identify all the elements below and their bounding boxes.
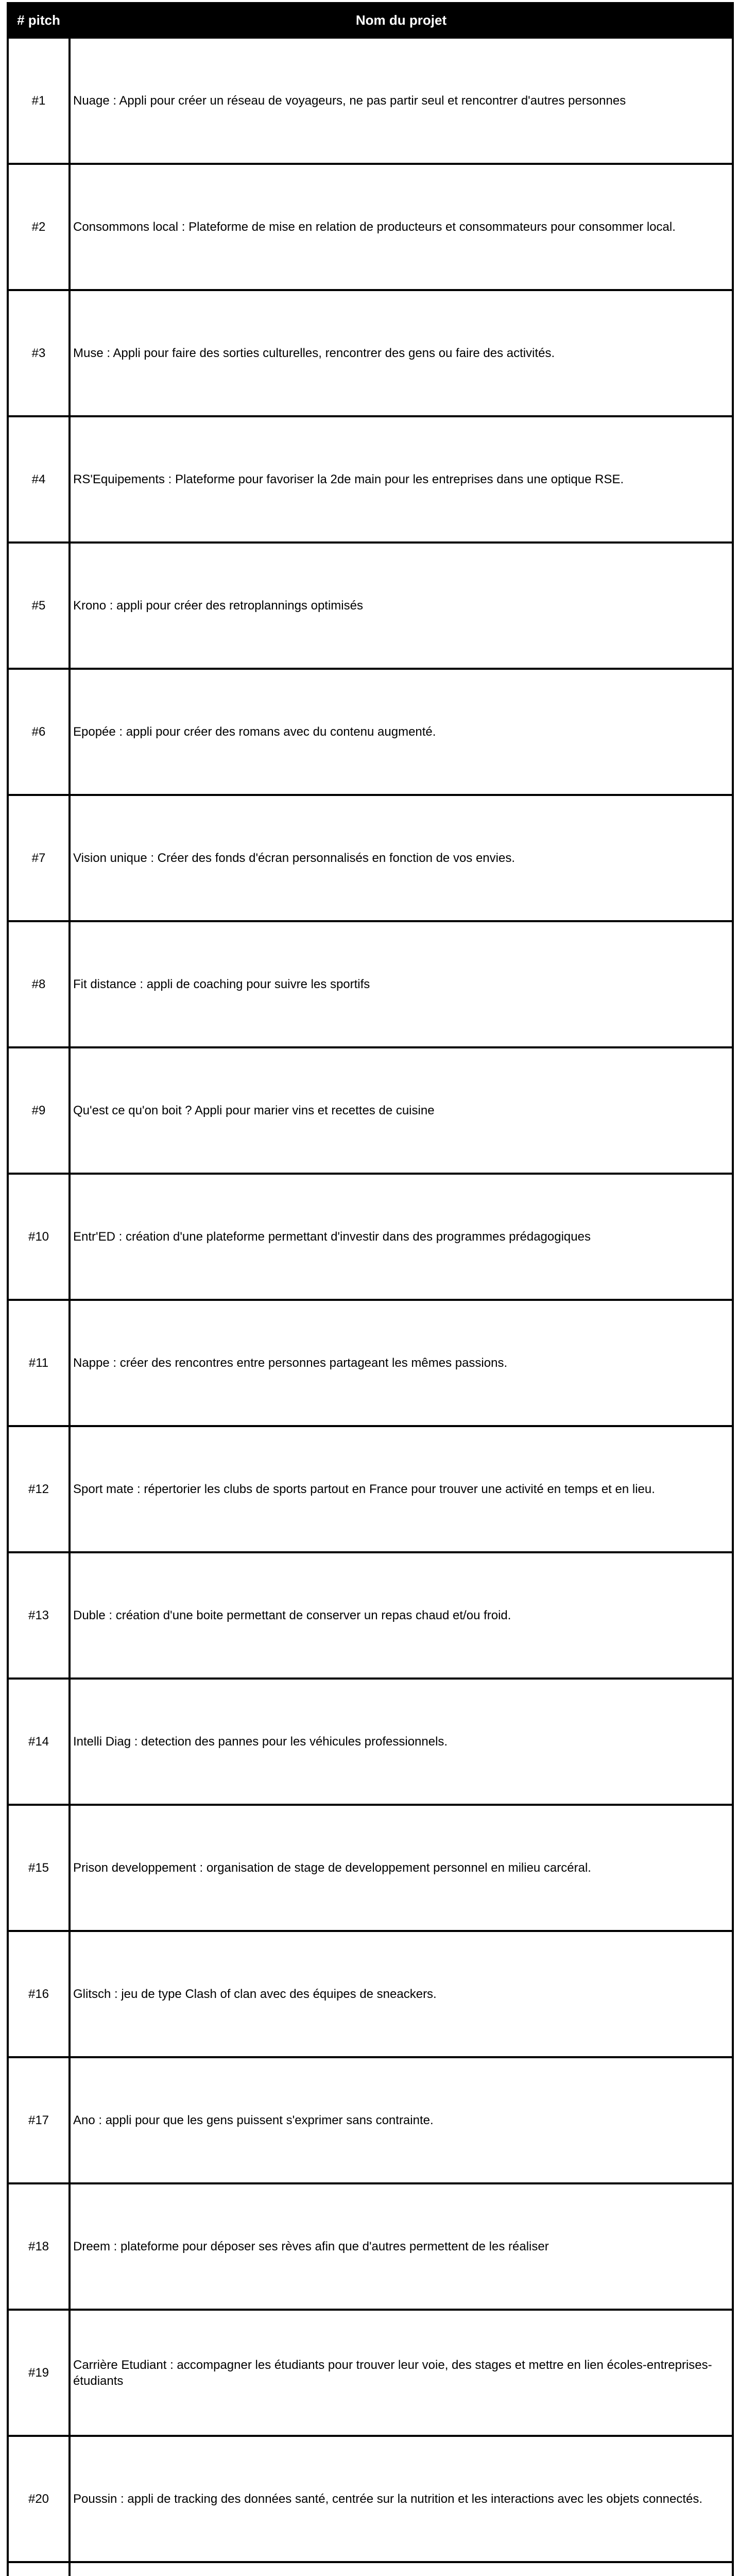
- table-row: [8, 38, 733, 164]
- pitch-number: #12: [8, 1426, 70, 1552]
- table-row: [8, 2057, 733, 2183]
- project-name: Entr'ED : création d'une plateforme permettant d'investir dans des programmes prédagogiques: [70, 1174, 733, 1300]
- project-name: Consommons local : Plateforme de mise en relation de producteurs et consommateurs pour consommer local.: [70, 164, 733, 290]
- project-name: Glitsch : jeu de type Clash of clan avec des équipes de sneackers.: [70, 1931, 733, 2057]
- pitch-number: #7: [8, 795, 70, 921]
- pitch-number: #5: [8, 543, 70, 669]
- project-name: Nappe : créer des rencontres entre personnes partageant les mêmes passions.: [70, 1300, 733, 1426]
- project-name: Intelli Diag : detection des pannes pour les véhicules professionnels.: [70, 1679, 733, 1805]
- table-body: [8, 38, 733, 2576]
- table-row: [8, 416, 733, 543]
- pitch-number: [8, 2562, 70, 2576]
- project-name: Muse : Appli pour faire des sorties culturelles, rencontrer des gens ou faire des activités.: [70, 290, 733, 416]
- pitch-table: [7, 2, 734, 2576]
- header-project-name: Nom du projet: [70, 3, 733, 38]
- table-row: [8, 921, 733, 1047]
- project-name: Prison developpement : organisation de stage de developpement personnel en milieu carcéral.: [70, 1805, 733, 1931]
- table-row: [8, 543, 733, 669]
- pitch-number: #13: [8, 1552, 70, 1679]
- table-row: [8, 1300, 733, 1426]
- project-name: [70, 2562, 733, 2576]
- project-name: Carrière Etudiant : accompagner les étudiants pour trouver leur voie, des stages et mettre en lien écoles-entreprises-étudiants: [70, 2310, 733, 2436]
- project-name: RS'Equipements : Plateforme pour favoriser la 2de main pour les entreprises dans une optique RSE.: [70, 416, 733, 543]
- table-row: [8, 1552, 733, 1679]
- table-row: [8, 2310, 733, 2436]
- pitch-number: #14: [8, 1679, 70, 1805]
- pitch-number: #19: [8, 2310, 70, 2436]
- pitch-number: #1: [8, 38, 70, 164]
- pitch-number: #4: [8, 416, 70, 543]
- pitch-number: #8: [8, 921, 70, 1047]
- project-name: Vision unique : Créer des fonds d'écran personnalisés en fonction de vos envies.: [70, 795, 733, 921]
- project-name: Duble : création d'une boite permettant de conserver un repas chaud et/ou froid.: [70, 1552, 733, 1679]
- pitch-number: #18: [8, 2183, 70, 2310]
- project-name: Poussin : appli de tracking des données santé, centrée sur la nutrition et les interactions avec les objets connectés.: [70, 2436, 733, 2562]
- project-name: Nuage : Appli pour créer un réseau de voyageurs, ne pas partir seul et rencontrer d'autres personnes: [70, 38, 733, 164]
- pitch-number: #16: [8, 1931, 70, 2057]
- header-row: [8, 3, 733, 38]
- table-row: [8, 1679, 733, 1805]
- project-name: Qu'est ce qu'on boit ? Appli pour marier vins et recettes de cuisine: [70, 1047, 733, 1174]
- table-row: [8, 1931, 733, 2057]
- project-name: Sport mate : répertorier les clubs de sports partout en France pour trouver une activité en temps et en lieu.: [70, 1426, 733, 1552]
- pitch-number: #15: [8, 1805, 70, 1931]
- pitch-number: #9: [8, 1047, 70, 1174]
- project-name: Epopée : appli pour créer des romans avec du contenu augmenté.: [70, 669, 733, 795]
- pitch-number: #10: [8, 1174, 70, 1300]
- table-row: [8, 2562, 733, 2576]
- pitch-number: #2: [8, 164, 70, 290]
- project-name: Fit distance : appli de coaching pour suivre les sportifs: [70, 921, 733, 1047]
- table-row: [8, 1426, 733, 1552]
- table-row: [8, 1174, 733, 1300]
- project-name: Ano : appli pour que les gens puissent s'exprimer sans contrainte.: [70, 2057, 733, 2183]
- table-row: [8, 2183, 733, 2310]
- table-row: [8, 290, 733, 416]
- pitch-number: #17: [8, 2057, 70, 2183]
- project-name: Dreem : plateforme pour déposer ses rèves afin que d'autres permettent de les réaliser: [70, 2183, 733, 2310]
- project-name: Krono : appli pour créer des retroplannings optimisés: [70, 543, 733, 669]
- table-row: [8, 795, 733, 921]
- table-row: [8, 669, 733, 795]
- table-row: [8, 1047, 733, 1174]
- pitch-number: #11: [8, 1300, 70, 1426]
- header-pitch: # pitch: [8, 3, 70, 38]
- pitch-number: #20: [8, 2436, 70, 2562]
- pitch-number: #6: [8, 669, 70, 795]
- pitch-number: #3: [8, 290, 70, 416]
- table-row: [8, 2436, 733, 2562]
- table-row: [8, 1805, 733, 1931]
- table-row: [8, 164, 733, 290]
